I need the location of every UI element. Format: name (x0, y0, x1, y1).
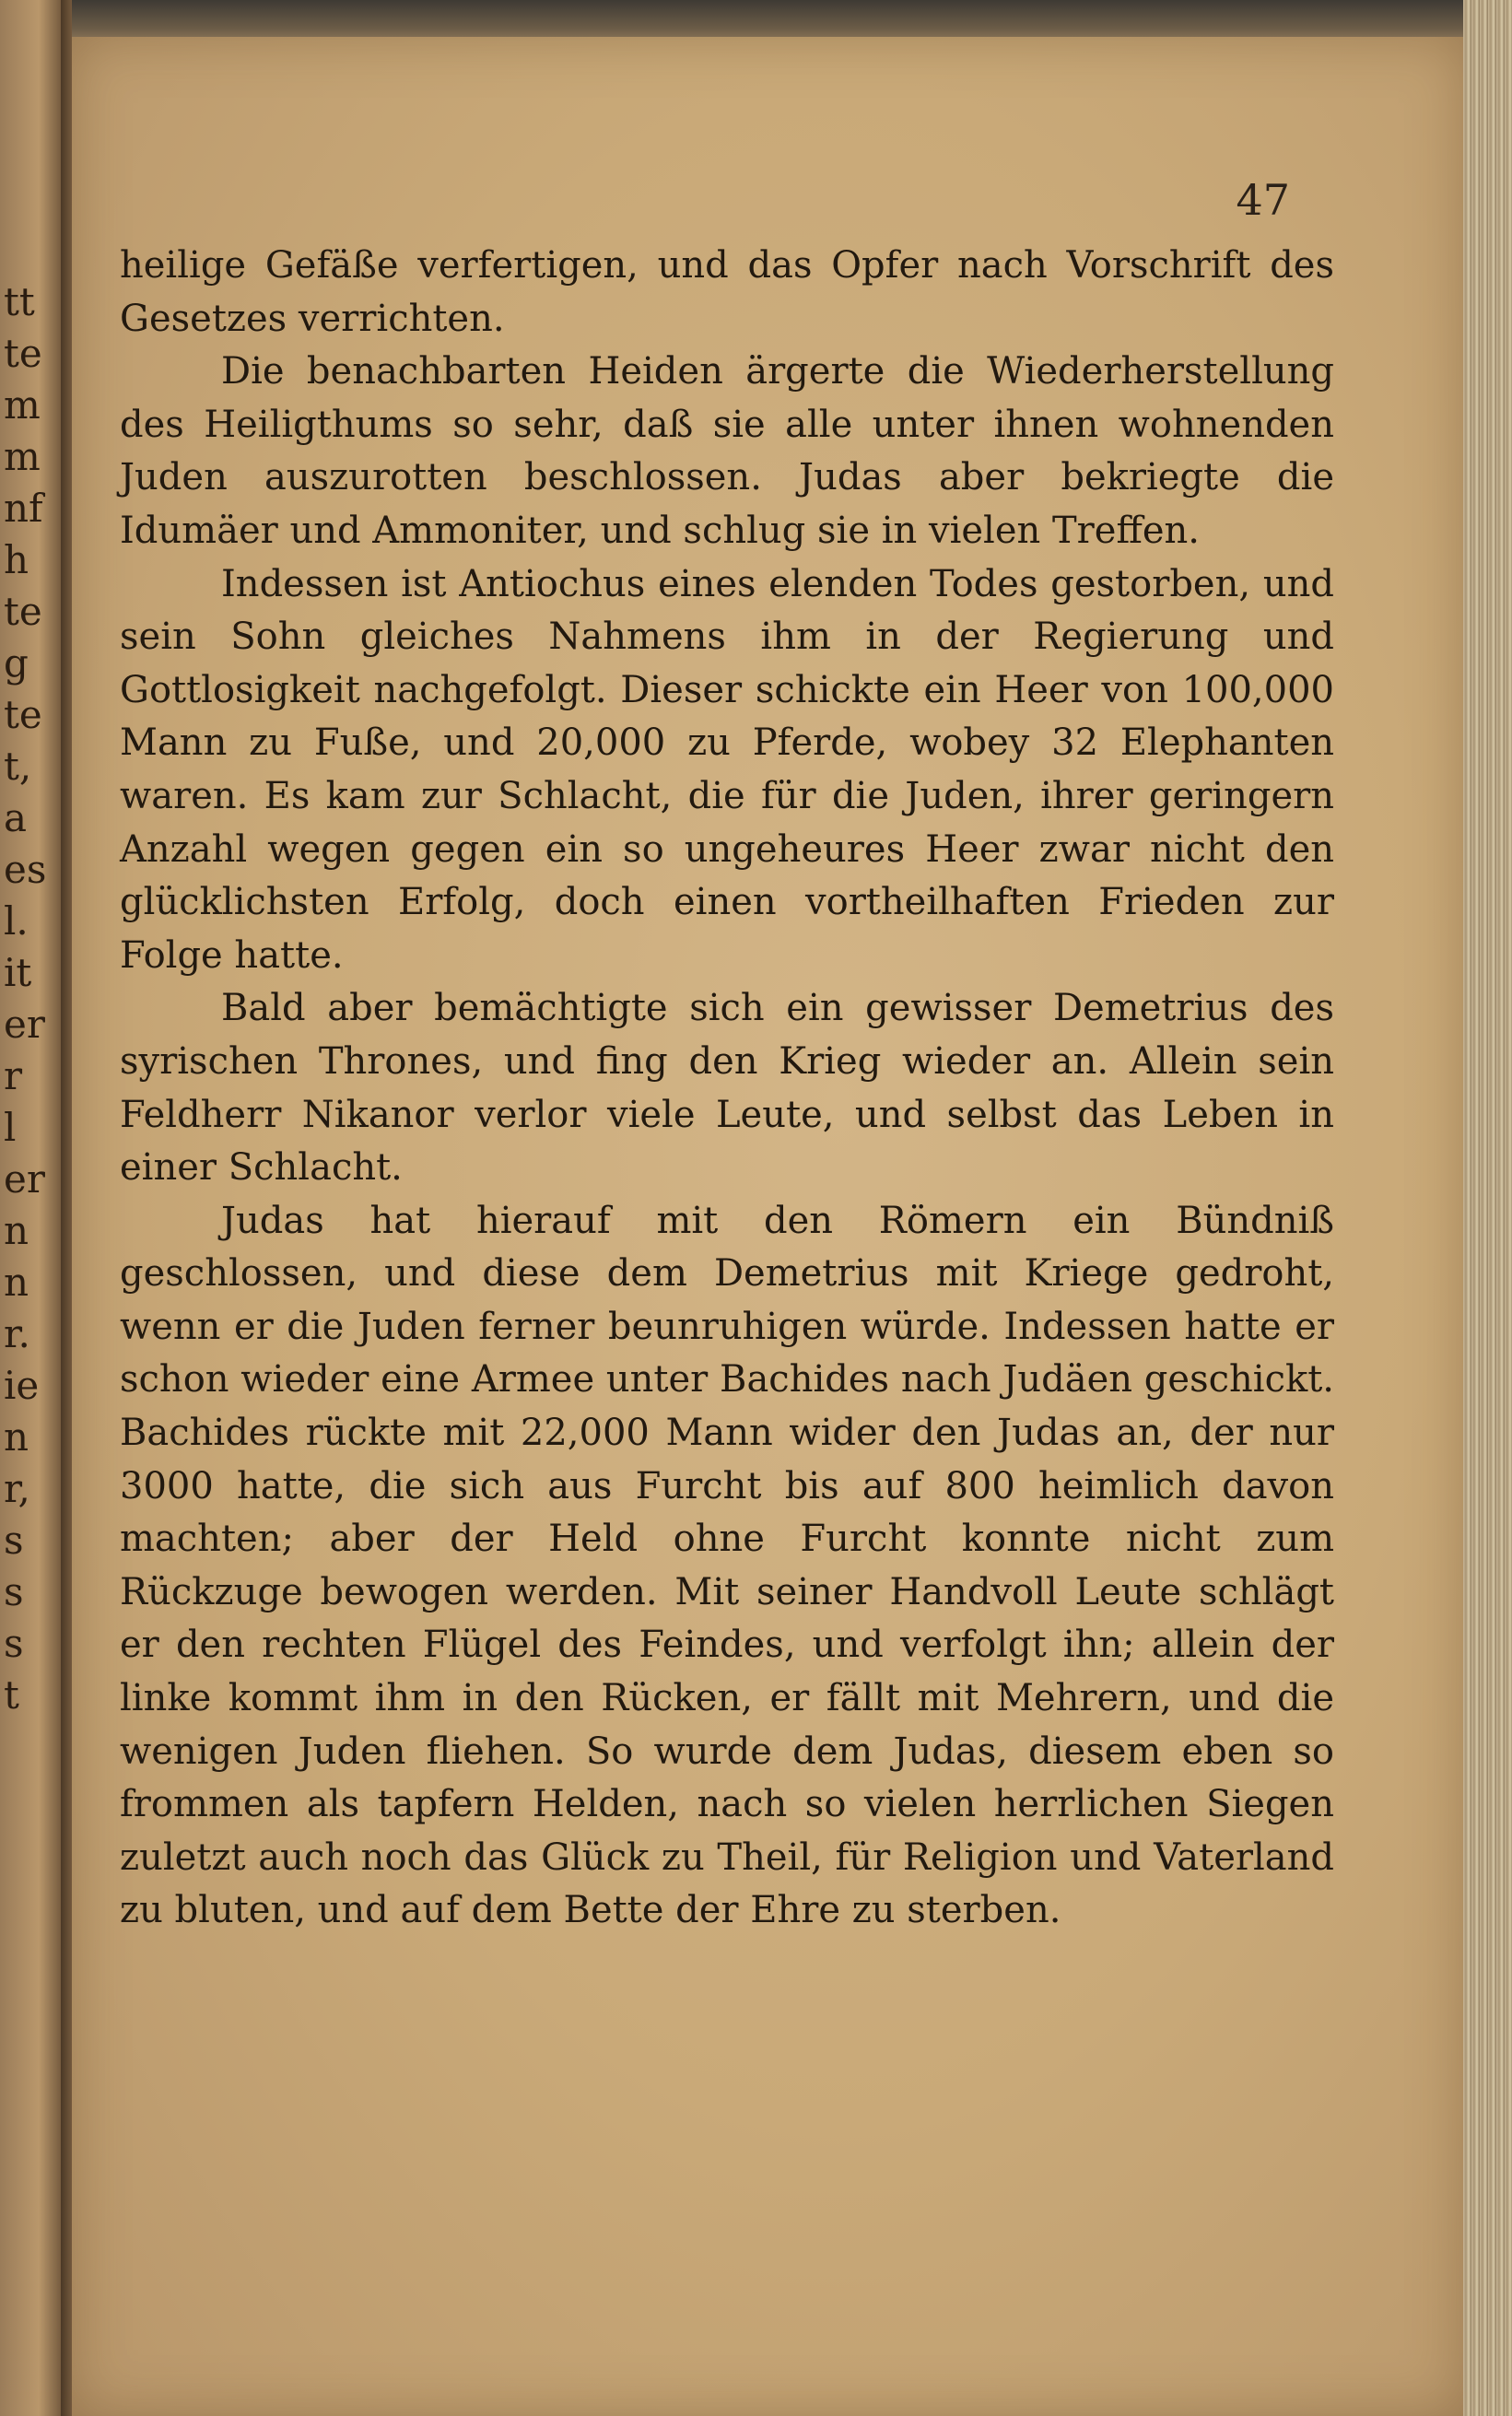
previous-page-edge (0, 0, 64, 2416)
previous-page-fragment: m (4, 382, 41, 428)
paragraph: Indessen ist Antiochus eines elenden Todes gestorben, und sein Sohn gleiches Nahmens ihm in der Regierung und Gottlosigkeit nachgefolgt. Dieser schickte ein Heer von 100,000 Mann zu Fuße, und 20,000 zu Pferde, wobey 32 Elephanten waren. Es kam zur Schlacht, die für die Juden, ihrer geringern Anzahl wegen gegen ein so ungeheures Heer zwar nicht den glücklichsten Erfolg, doch einen vortheilhaften Frieden zur Folge hatte. (120, 562, 1334, 977)
previous-page-fragment: s (4, 1518, 24, 1563)
page-fore-edge (1463, 0, 1512, 2416)
previous-page-fragment: r, (4, 1466, 30, 1511)
previous-page-fragment: te (4, 589, 42, 634)
previous-page-fragment: s (4, 1621, 24, 1666)
page-top-edge (72, 0, 1465, 41)
page-text-block (120, 240, 1334, 1938)
previous-page-fragment: nf (4, 486, 43, 531)
previous-page-fragment: l (4, 1105, 17, 1150)
previous-page-fragment: r (4, 1053, 23, 1098)
book-page (72, 37, 1465, 2416)
paragraph: Judas hat hierauf mit den Römern ein Bündniß geschlossen, und diese dem Demetrius mit Kriege gedroht, wenn er die Juden ferner beunruhigen würde. Indessen hatte er schon wieder eine Armee unter Bachides nach Judäen geschickt. Bachides rückte mit 22,000 Mann wider den Judas an, der nur 3000 hatte, die sich aus Furcht bis auf 800 heimlich davon machten; aber der Held ohne Furcht konnte nicht zum Rückzuge bewogen werden. Mit seiner Handvoll Leute schlägt er den rechten Flügel des Feindes, und verfolgt ihn; allein der linke kommt ihm in den Rücken, er fällt mit Mehrern, und die wenigen Juden fliehen. So wurde dem Judas, diesem eben so frommen als tapfern Helden, nach so vielen herrlichen Siegen zuletzt auch noch das Glück zu Theil, für Religion und Vaterland zu bluten, und auf dem Bette der Ehre zu sterben. (120, 1199, 1334, 1932)
page-number: 47 (1236, 175, 1290, 225)
previous-page-fragment: n (4, 1208, 29, 1253)
previous-page-fragment: es (4, 847, 47, 892)
previous-page-fragment: t, (4, 744, 32, 789)
previous-page-fragment: h (4, 537, 29, 582)
previous-page-fragment: n (4, 1414, 29, 1460)
paragraph: Die benachbarten Heiden ärgerte die Wiederherstellung des Heiligthums so sehr, daß sie alle unter ihnen wohnenden Juden auszurotten beschlossen. Judas aber bekriegte die Idumäer und Ammoniter, und schlug sie in vielen Treffen. (120, 350, 1334, 552)
previous-page-fragment: r. (4, 1311, 30, 1356)
previous-page-fragment: er (4, 1156, 45, 1202)
previous-page-fragment: ie (4, 1363, 40, 1408)
previous-page-fragment: l. (4, 898, 29, 944)
previous-page-fragment: g (4, 640, 29, 686)
paragraph: Bald aber bemächtigte sich ein gewisser Demetrius des syrischen Thrones, und fing den Krieg wieder an. Allein sein Feldherr Nikanor verlor viele Leute, und selbst das Leben in einer Schlacht. (120, 987, 1334, 1190)
previous-page-fragment: te (4, 692, 42, 737)
previous-page-fragment: n (4, 1260, 29, 1305)
previous-page-fragment: tt (4, 279, 35, 324)
previous-page-fragment: er (4, 1002, 45, 1047)
previous-page-fragment: te (4, 331, 42, 376)
previous-page-fragment: t (4, 1672, 19, 1718)
previous-page-fragment: a (4, 795, 28, 840)
previous-page-fragment: it (4, 950, 32, 995)
paragraph: heilige Gefäße verfertigen, und das Opfer nach Vorschrift des Gesetzes verrichten. (120, 244, 1334, 340)
previous-page-fragment: s (4, 1569, 24, 1614)
previous-page-text-fragments (4, 276, 61, 1721)
previous-page-fragment: m (4, 434, 41, 479)
